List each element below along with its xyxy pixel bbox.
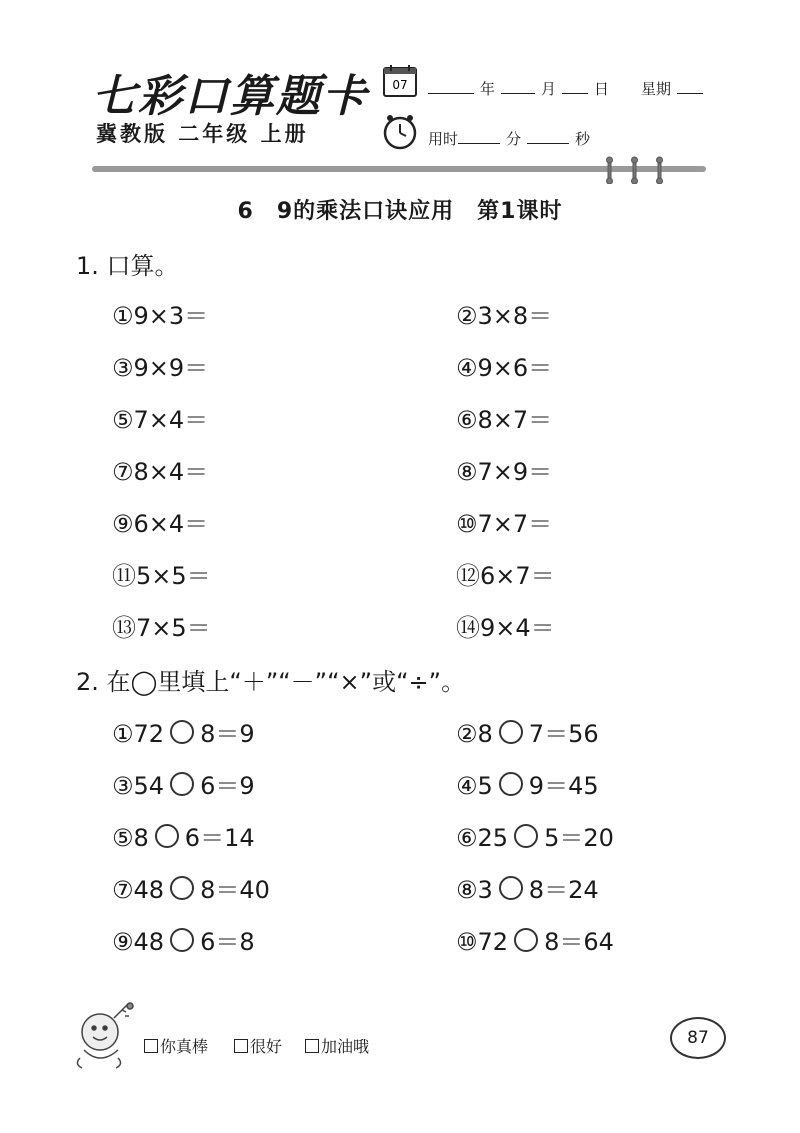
operator-item [112, 766, 255, 801]
operator-circle[interactable] [170, 720, 194, 744]
operator-right: 8＝64 [544, 928, 614, 956]
operator-right: 6＝8 [200, 928, 255, 956]
operator-left: ⑩72 [456, 928, 509, 956]
operator-circle[interactable] [170, 772, 194, 796]
calc-item[interactable]: ④9×6＝ [456, 354, 553, 382]
calc-item[interactable]: ①9×3＝ [112, 302, 209, 330]
seconds-label: 秒 [575, 130, 591, 148]
calc-item[interactable]: ⑧7×9＝ [456, 458, 553, 486]
operator-right: 8＝24 [528, 876, 599, 904]
time-line [428, 128, 596, 149]
operator-left: ⑤8 [112, 824, 149, 852]
checkbox-icon [234, 1039, 248, 1053]
operator-circle[interactable] [514, 824, 538, 848]
operator-circle[interactable] [155, 824, 179, 848]
operator-left: ④5 [456, 772, 493, 800]
operator-item [112, 922, 255, 957]
operator-item [456, 818, 614, 853]
operator-right: 6＝14 [184, 824, 255, 852]
operator-left: ⑨48 [112, 928, 165, 956]
time-used-label: 用时 [428, 130, 459, 148]
operator-circle[interactable] [170, 928, 194, 952]
operator-right: 7＝56 [528, 720, 599, 748]
operator-left: ①72 [112, 720, 165, 748]
calendar-icon [382, 64, 418, 98]
rating-option-good[interactable]: 很好 [234, 1034, 282, 1057]
operator-right: 9＝45 [528, 772, 599, 800]
calc-item[interactable]: ⑤7×4＝ [112, 406, 209, 434]
weekday-blank[interactable] [677, 79, 703, 94]
month-blank[interactable] [501, 79, 535, 94]
lesson-title: 6 9的乘法口诀应用 第1课时 [237, 199, 563, 224]
operator-item [112, 870, 270, 905]
operator-circle[interactable] [499, 772, 523, 796]
calc-item[interactable]: ②3×8＝ [456, 302, 553, 330]
operator-item [456, 922, 614, 957]
rating-option-great[interactable]: 你真棒 [144, 1034, 208, 1057]
binder-pins-icon [600, 156, 670, 184]
brand-title: 七彩口算题卡 [92, 71, 368, 122]
calc-item[interactable]: ③9×9＝ [112, 354, 209, 382]
month-label: 月 [541, 80, 557, 98]
operator-item [112, 818, 255, 853]
brand-subtitle: 冀教版 二年级 上册 [96, 122, 309, 146]
operator-circle[interactable] [499, 720, 523, 744]
clock-icon [382, 114, 418, 150]
operator-right: 5＝20 [544, 824, 614, 852]
date-line [428, 78, 703, 99]
operator-item [456, 714, 599, 749]
calc-item[interactable]: ⑩7×7＝ [456, 510, 553, 538]
minutes-blank[interactable] [458, 129, 500, 144]
calc-item[interactable]: ⑬7×5＝ [112, 614, 211, 642]
operator-right: 6＝9 [200, 772, 255, 800]
operator-left: ③54 [112, 772, 165, 800]
section1-heading: 1. 口算。 [76, 252, 179, 280]
operator-circle[interactable] [514, 928, 538, 952]
operator-right: 8＝40 [200, 876, 270, 904]
operator-left: ⑧3 [456, 876, 493, 904]
operator-item [456, 766, 599, 801]
operator-left: ②8 [456, 720, 493, 748]
operator-item [112, 714, 255, 749]
section2-heading: 2. 在◯里填上“＋”“－”“×”或“÷”。 [76, 668, 466, 696]
weekday-label: 星期 [641, 80, 672, 98]
year-blank[interactable] [428, 79, 474, 94]
page-number: 87 [670, 1017, 726, 1059]
calc-item[interactable]: ⑥8×7＝ [456, 406, 553, 434]
cartoon-figure-icon [70, 1000, 140, 1072]
calc-item[interactable]: ⑦8×4＝ [112, 458, 209, 486]
calc-item[interactable]: ⑭9×4＝ [456, 614, 555, 642]
operator-left: ⑦48 [112, 876, 165, 904]
operator-item [456, 870, 599, 905]
day-label: 日 [594, 80, 610, 98]
year-label: 年 [480, 80, 496, 98]
rating-option-keep-going[interactable]: 加油哦 [305, 1034, 369, 1057]
calc-item[interactable]: ⑫6×7＝ [456, 562, 555, 590]
checkbox-icon [305, 1039, 319, 1053]
calc-item[interactable]: ⑨6×4＝ [112, 510, 209, 538]
checkbox-icon [144, 1039, 158, 1053]
operator-circle[interactable] [170, 876, 194, 900]
operator-left: ⑥25 [456, 824, 509, 852]
calc-item[interactable]: ⑪5×5＝ [112, 562, 211, 590]
operator-circle[interactable] [499, 876, 523, 900]
day-blank[interactable] [562, 79, 588, 94]
minutes-label: 分 [506, 130, 522, 148]
calendar-number: 07 [392, 78, 408, 92]
seconds-blank[interactable] [527, 129, 569, 144]
operator-right: 8＝9 [200, 720, 255, 748]
